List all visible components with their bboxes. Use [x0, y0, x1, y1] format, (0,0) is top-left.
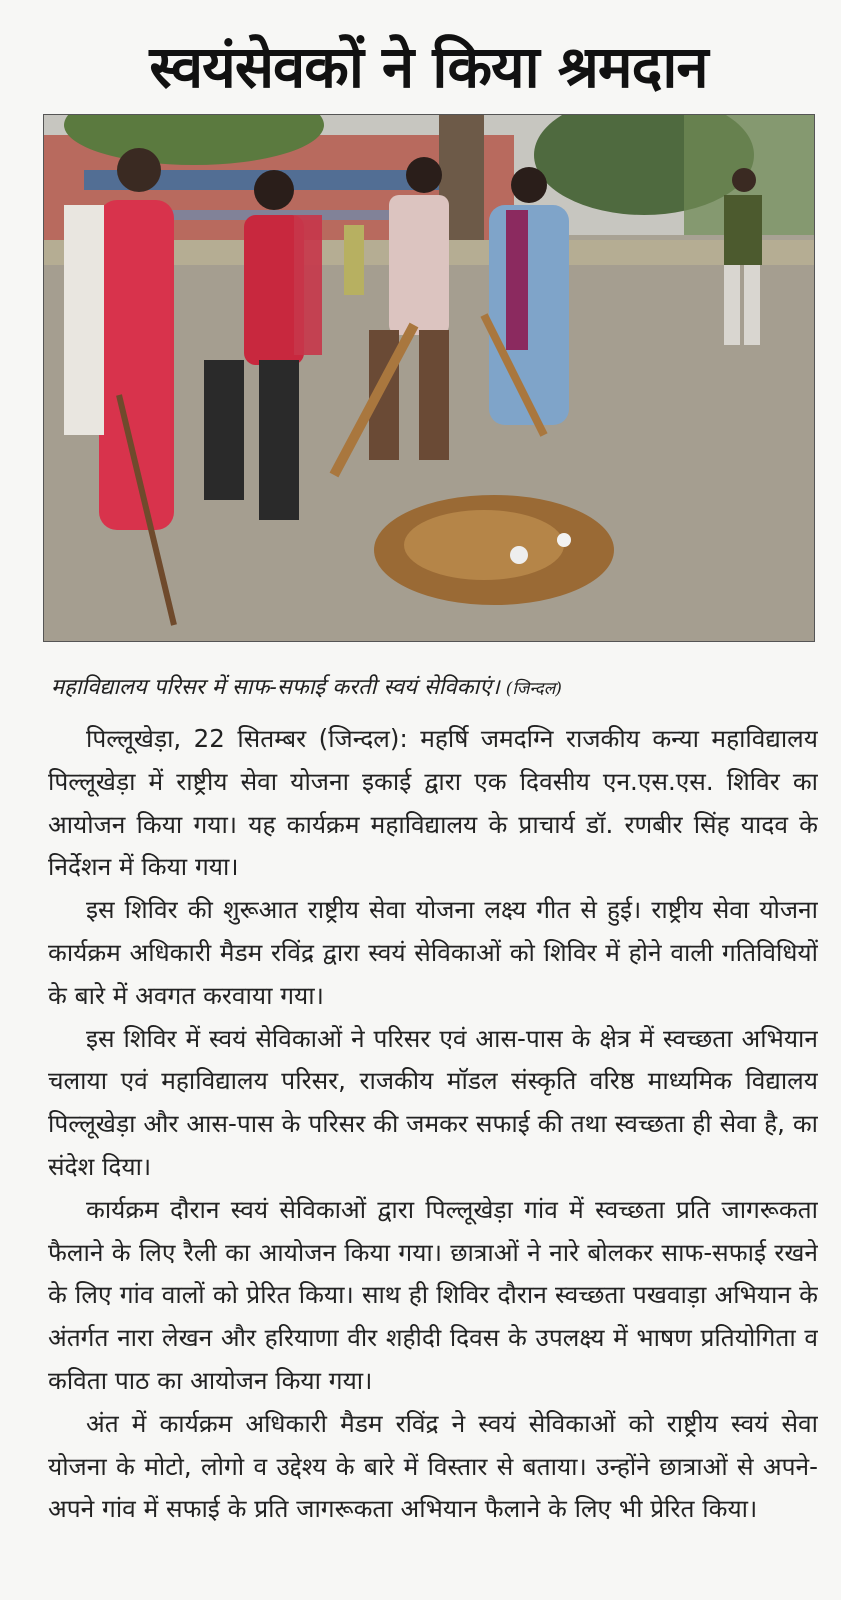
article-paragraph: अंत में कार्यक्रम अधिकारी मैडम रविंद्र ने स्वयं सेविकाओं को राष्ट्रीय स्वयं सेवा योजना के मोटो, लोगो व उद्देश्य के बारे में विस्तार से बताया। उन्होंने छात्राओं से अपने-अपने गांव में सफाई के प्रति जागरूकता अभियान फैलाने के लिए भी प्रेरित किया। — [48, 1408, 818, 1524]
caption-text: महाविद्यालय परिसर में साफ-सफाई करती स्वयं सेविकाएं। — [51, 675, 500, 700]
headline: स्वयंसेवकों ने किया श्रमदान — [149, 33, 708, 101]
article-paragraph: कार्यक्रम दौरान स्वयं सेविकाओं द्वारा पिल्लूखेड़ा गांव में स्वच्छता प्रति जागरूकता फैलाने के लिए रैली का आयोजन किया गया। छात्राओं ने नारे बोलकर साफ-सफाई रखने के लिए गांव वालों को प्रेरित किया। साथ ही शिविर दौरान स्वच्छता पखवाड़ा अभियान के अंतर्गत नारा लेखन और हरियाणा वीर शहीदी दिवस के उपलक्ष्य में भाषण प्रतियोगिता व कविता पाठ का आयोजन किया गया। — [48, 1194, 818, 1395]
article-paragraph: पिल्लूखेड़ा, 22 सितम्बर (जिन्दल): महर्षि जमदग्नि राजकीय कन्या महाविद्यालय पिल्लूखेड़ा में राष्ट्रीय सेवा योजना इकाई द्वारा एक दिवसीय एन.एस.एस. शिविर का आयोजन किया गया। यह कार्यक्रम महाविद्यालय के प्राचार्य डॉ. रणबीर सिंह यादव के निर्देशन में किया गया। — [48, 724, 818, 882]
article-paragraph: इस शिविर की शुरूआत राष्ट्रीय सेवा योजना लक्ष्य गीत से हुई। राष्ट्रीय सेवा योजना कार्यक्रम अधिकारी मैडम रविंद्र द्वारा स्वयं सेविकाओं को शिविर में होने वाली गतिविधियों के बारे में अवगत करवाया गया। — [48, 895, 818, 1010]
article-body — [48, 718, 818, 1590]
photo-scene — [44, 115, 815, 642]
article-paragraph: इस शिविर में स्वयं सेविकाओं ने परिसर एवं आस-पास के क्षेत्र में स्वच्छता अभियान चलाया एवं महाविद्यालय परिसर, राजकीय मॉडल संस्कृति वरिष्ठ माध्यमिक विद्यालय पिल्लूखेड़ा और आस-पास के परिसर की जमकर सफाई की तथा स्वच्छता ही सेवा है, का संदेश दिया। — [48, 1023, 818, 1181]
news-photo — [43, 114, 815, 642]
photo-caption — [51, 668, 811, 708]
caption-credit: (जिन्दल) — [505, 679, 562, 699]
